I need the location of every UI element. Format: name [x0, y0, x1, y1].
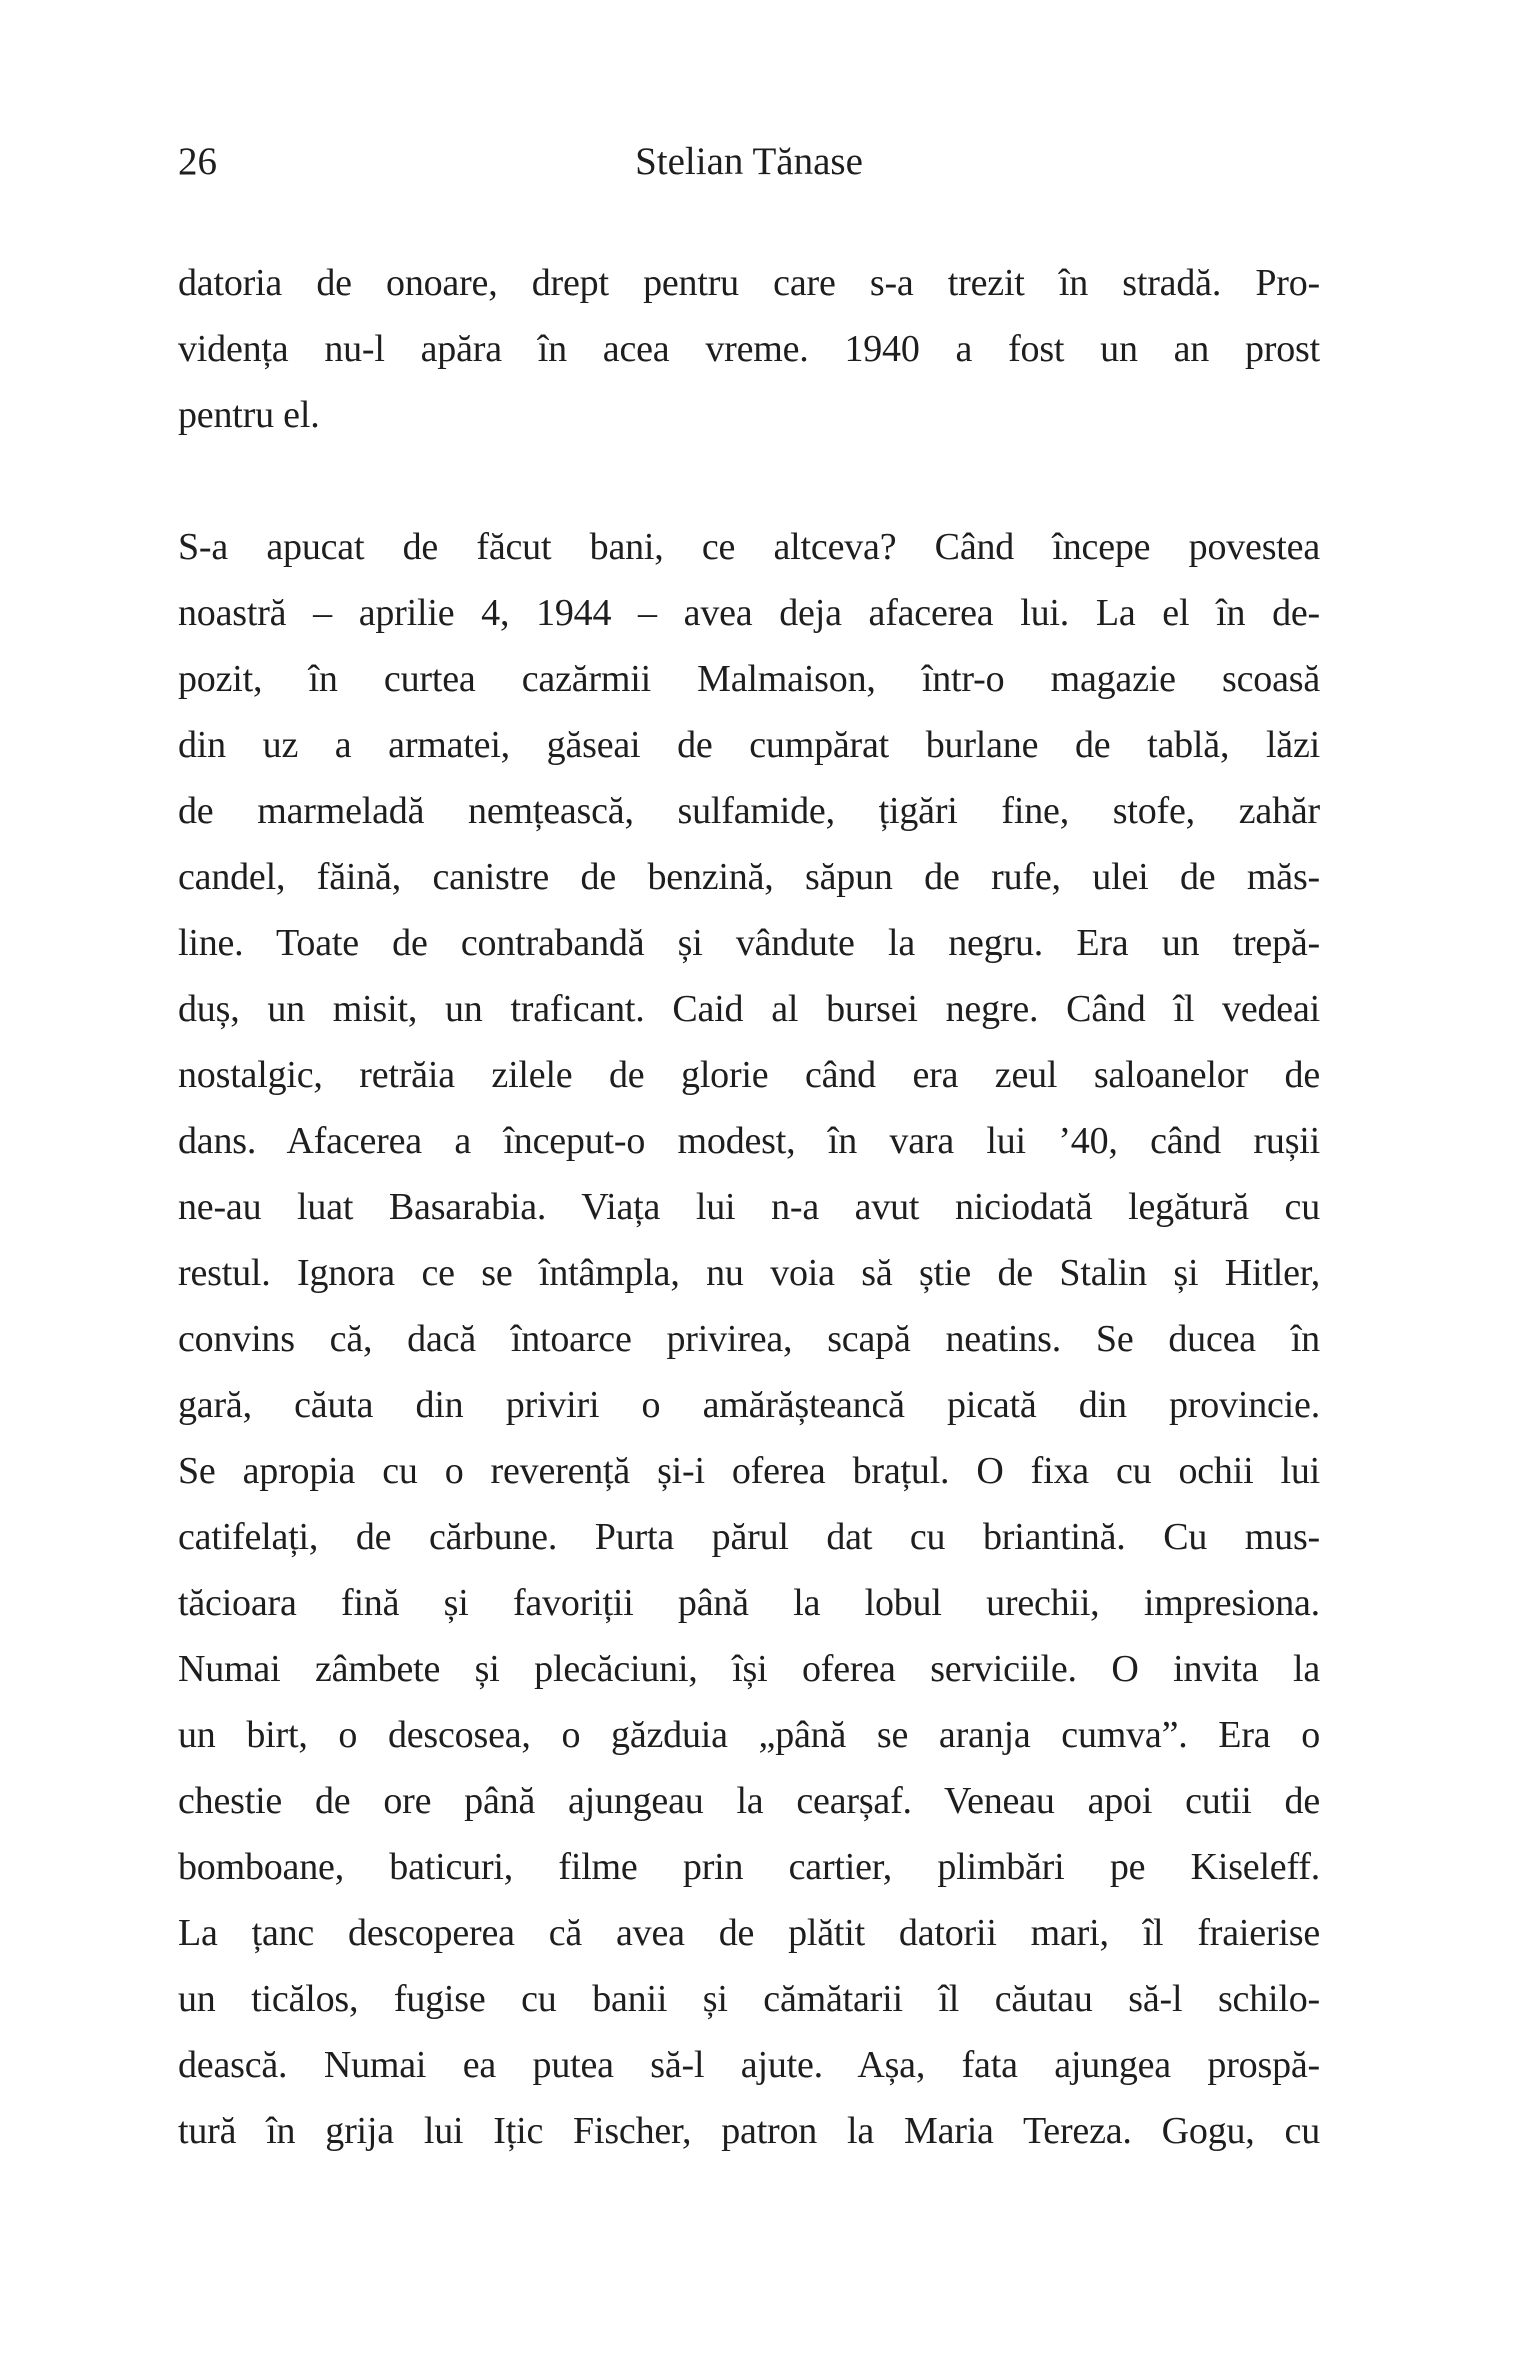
text-line: S-a apucat de făcut bani, ce altceva? Când începe povestea — [178, 526, 1320, 568]
text-line: La țanc descoperea că avea de plătit datorii mari, îl fraierise — [178, 1912, 1320, 1954]
page-body — [178, 250, 1320, 2164]
text-line: noastră – aprilie 4, 1944 – avea deja afacerea lui. La el în de- — [178, 592, 1320, 634]
text-line: convins că, dacă întoarce privirea, scapă neatins. Se ducea în — [178, 1318, 1320, 1360]
text-line: ne-au luat Basarabia. Viața lui n-a avut niciodată legătură cu — [178, 1186, 1320, 1228]
running-header-title: Stelian Tănase — [635, 140, 863, 183]
text-line: duș, un misit, un traficant. Caid al bursei negre. Când îl vedeai — [178, 988, 1320, 1030]
text-line: gară, căuta din priviri o amărășteancă picată din provincie. — [178, 1384, 1320, 1426]
text-line: datoria de onoare, drept pentru care s-a trezit în stradă. Pro- — [178, 262, 1320, 304]
text-line: tură în grija lui Ițic Fischer, patron la Maria Tereza. Gogu, cu — [178, 2110, 1320, 2152]
paragraph — [178, 514, 1320, 2164]
text-line: tăcioara fină și favoriții până la lobul urechii, impresiona. — [178, 1582, 1320, 1624]
text-line: Numai zâmbete și plecăciuni, își oferea serviciile. O invita la — [178, 1648, 1320, 1690]
text-line: de marmeladă nemțească, sulfamide, țigări fine, stofe, zahăr — [178, 790, 1320, 832]
paragraph — [178, 250, 1320, 448]
running-head — [178, 138, 1320, 186]
text-line: line. Toate de contrabandă și vândute la negru. Era un trepă- — [178, 922, 1320, 964]
text-line: restul. Ignora ce se întâmpla, nu voia să știe de Stalin și Hitler, — [178, 1252, 1320, 1294]
text-line: un birt, o descosea, o găzduia „până se aranja cumva”. Era o — [178, 1714, 1320, 1756]
text-line: chestie de ore până ajungeau la cearșaf. Veneau apoi cutii de — [178, 1780, 1320, 1822]
text-line: pentru el. — [178, 394, 320, 436]
text-line: candel, făină, canistre de benzină, săpun de rufe, ulei de măs- — [178, 856, 1320, 898]
text-line: Se apropia cu o reverență și-i oferea brațul. O fixa cu ochii lui — [178, 1450, 1320, 1492]
text-line: dească. Numai ea putea să-l ajute. Așa, fata ajungea prospă- — [178, 2044, 1320, 2086]
text-line: pozit, în curtea cazărmii Malmaison, într-o magazie scoasă — [178, 658, 1320, 700]
text-line: catifelați, de cărbune. Purta părul dat cu briantină. Cu mus- — [178, 1516, 1320, 1558]
page-number: 26 — [178, 140, 217, 183]
text-line: din uz a armatei, găseai de cumpărat burlane de tablă, lăzi — [178, 724, 1320, 766]
text-line: dans. Afacerea a început-o modest, în vara lui ’40, când rușii — [178, 1120, 1320, 1162]
text-line: bomboane, baticuri, filme prin cartier, plimbări pe Kiseleff. — [178, 1846, 1320, 1888]
text-line: nostalgic, retrăia zilele de glorie când era zeul saloanelor de — [178, 1054, 1320, 1096]
text-line: un ticălos, fugise cu banii și cămătarii îl căutau să-l schilo- — [178, 1978, 1320, 2020]
text-line: vidența nu-l apăra în acea vreme. 1940 a fost un an prost — [178, 328, 1320, 370]
